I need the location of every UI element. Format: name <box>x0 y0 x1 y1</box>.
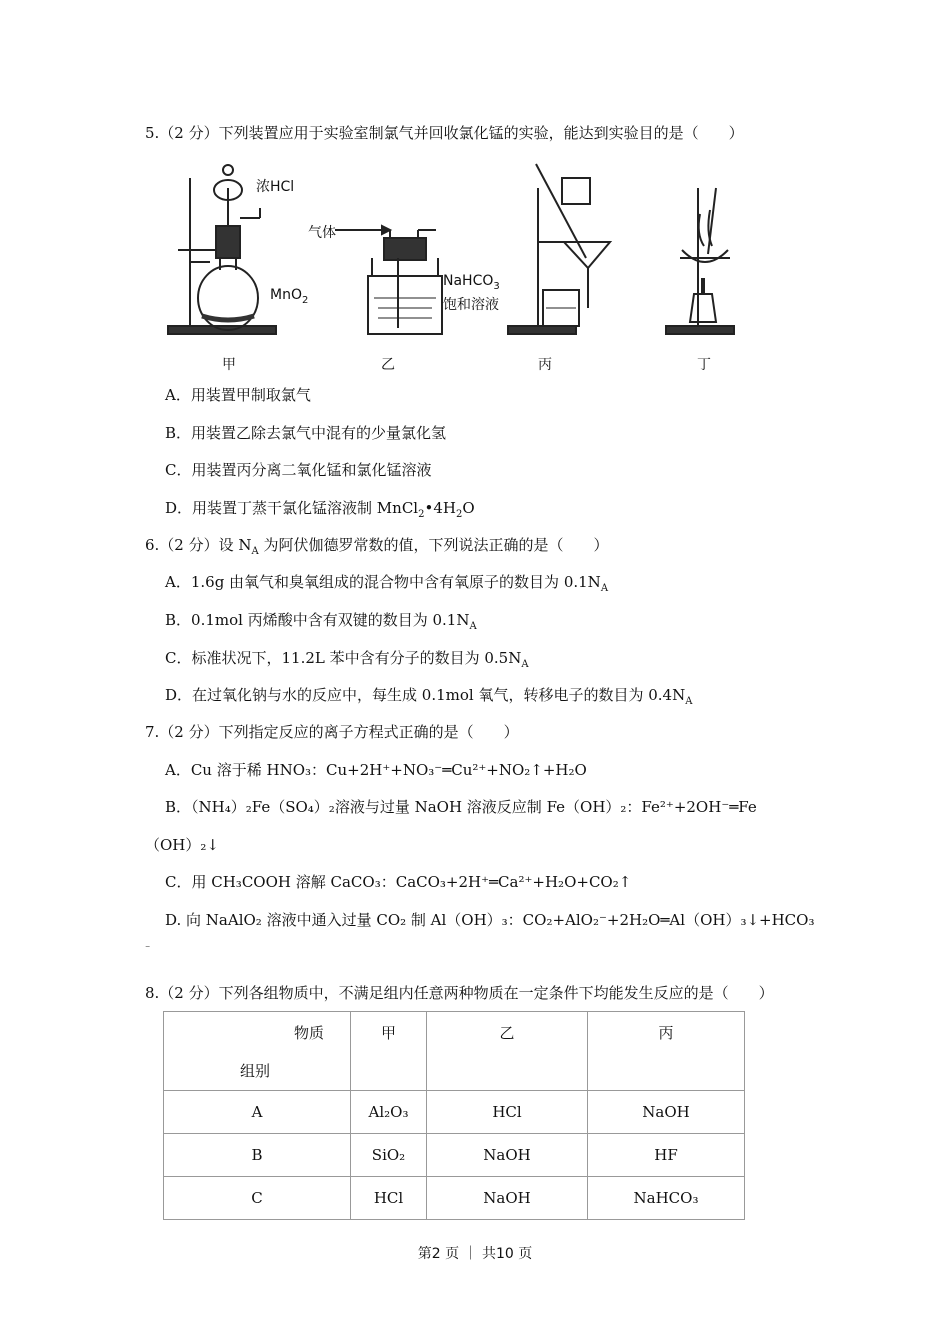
q6-option-d: D．在过氧化钠与水的反应中，每生成 0.1mol 氧气，转移电子的数目为 $0.4N_A$ <box>165 686 693 707</box>
label-mno2: MnO$_2$ <box>270 287 309 306</box>
cell-yi: NaOH <box>427 1134 588 1177</box>
caption-ding: 丁 <box>697 357 711 373</box>
label-hcl: 浓HCl <box>256 179 295 195</box>
cell-yi: HCl <box>427 1091 588 1134</box>
label-nahco3: NaHCO$_3$ <box>443 273 500 292</box>
q7-option-a: A．Cu 溶于稀 HNO₃：Cu+2H⁺+NO₃⁻═Cu²⁺+NO₂↑+H₂O <box>165 761 587 779</box>
cell-group: C <box>164 1177 351 1220</box>
q6-stem: 6.（2 分）设 $N_A$ 为阿伏伽德罗常数的值，下列说法正确的是（ ） <box>145 536 609 557</box>
cell-group: B <box>164 1134 351 1177</box>
table-row <box>164 1091 745 1134</box>
header-jia: 甲 <box>351 1012 427 1091</box>
q8-stem: 8.（2 分）下列各组物质中，不满足组内任意两种物质在一定条件下均能发生反应的是（ ） <box>145 984 774 1002</box>
q5-option-d: D．用装置丁蒸干氯化锰溶液制 $MnCl_2•4H_2O$ <box>165 499 475 520</box>
q7-option-c: C．用 CH₃COOH 溶解 CaCO₃：CaCO₃+2H⁺═Ca²⁺+H₂O+CO₂↑ <box>165 873 632 891</box>
q5-option-a: A．用装置甲制取氯气 <box>165 386 311 404</box>
q5-option-b: B．用装置乙除去氯气中混有的少量氯化氢 <box>165 424 447 442</box>
header-substance: 物质 <box>294 1024 325 1042</box>
cell-yi: NaOH <box>427 1177 588 1220</box>
q6-option-c: C．标准状况下，11.2L 苯中含有分子的数目为 $0.5N_A$ <box>165 649 529 670</box>
header-group: 组别 <box>240 1062 271 1080</box>
label-saturated: 饱和溶液 <box>443 297 499 313</box>
table-row <box>164 1134 745 1177</box>
header-yi: 乙 <box>427 1012 588 1091</box>
q7-stem: 7.（2 分）下列指定反应的离子方程式正确的是（ ） <box>145 723 519 741</box>
q7-option-b-cont: （OH）₂↓ <box>145 836 219 854</box>
q5-stem: 5.（2 分）下列装置应用于实验室制氯气并回收氯化锰的实验，能达到实验目的是（ ） <box>145 124 744 142</box>
header-corner <box>164 1012 351 1091</box>
q6-option-b: B．0.1mol 丙烯酸中含有双键的数目为 $0.1N_A$ <box>165 611 477 632</box>
q5-option-c: C．用装置丙分离二氧化锰和氯化锰溶液 <box>165 461 432 479</box>
cell-jia: SiO₂ <box>351 1134 427 1177</box>
apparatus-yi <box>335 226 442 334</box>
q6-option-a: A．1.6g 由氧气和臭氧组成的混合物中含有氧原子的数目为 $0.1N_A$ <box>165 573 609 594</box>
q7-option-b: B．（NH₄）₂Fe（SO₄）₂溶液与过量 NaOH 溶液反应制 Fe（OH）₂：Fe²⁺+2OH⁻═Fe <box>165 798 757 816</box>
cell-bing: HF <box>588 1134 745 1177</box>
label-gas: 气体 <box>308 225 336 241</box>
table-header-row <box>164 1012 745 1091</box>
cell-jia: HCl <box>351 1177 427 1220</box>
caption-jia: 甲 <box>222 357 236 373</box>
page-footer: 第2 页 ｜ 共10 页 <box>417 1246 533 1262</box>
caption-yi: 乙 <box>381 357 395 373</box>
cell-jia: Al₂O₃ <box>351 1091 427 1134</box>
cell-bing: NaHCO₃ <box>588 1177 745 1220</box>
cell-bing: NaOH <box>588 1091 745 1134</box>
q7-option-d-cont: ⁻ <box>145 944 151 955</box>
caption-bing: 丙 <box>538 357 552 373</box>
header-bing: 丙 <box>588 1012 745 1091</box>
q8-table <box>163 1011 745 1220</box>
apparatus-bing <box>508 164 610 334</box>
table-row <box>164 1177 745 1220</box>
q7-option-d: D. 向 NaAlO₂ 溶液中通入过量 CO₂ 制 Al（OH）₃：CO₂+AlO₂⁻+2H₂O═Al（OH）₃↓+HCO₃ <box>165 911 815 929</box>
apparatus-ding <box>666 188 734 334</box>
cell-group: A <box>164 1091 351 1134</box>
